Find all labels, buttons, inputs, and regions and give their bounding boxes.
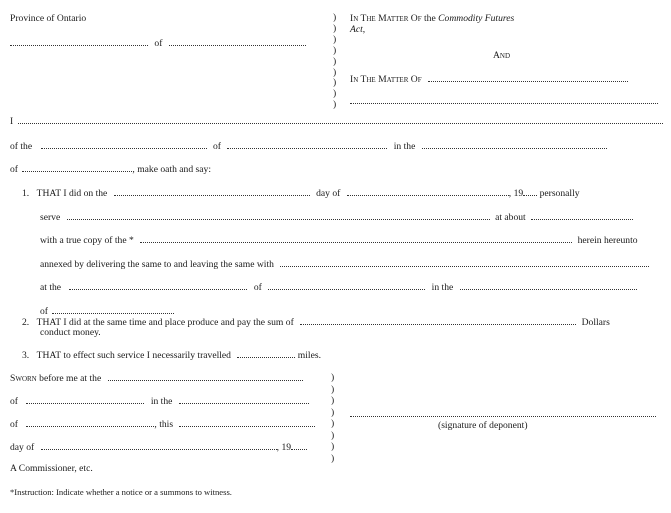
act-name: Commodity Futures	[438, 13, 515, 24]
clause-number: 3.	[22, 350, 30, 361]
jurat-year-field[interactable]	[291, 441, 307, 450]
deponent-municipality-type-field[interactable]	[41, 140, 207, 149]
header-bracket: ) ) ) ) ) ) ) ) )	[333, 12, 337, 111]
make-oath-text: , make oath and say:	[132, 164, 211, 175]
in-the-label: in the	[431, 282, 454, 293]
clause-1-line-3	[40, 234, 638, 247]
clause-3-line-1	[22, 349, 321, 362]
jurat-municipality-field[interactable]	[26, 395, 144, 404]
at-about-label: at about	[495, 212, 526, 223]
of-label: of	[253, 282, 262, 293]
jurat-line-2	[10, 395, 309, 408]
person-served-field[interactable]	[67, 211, 490, 220]
of-label: of	[10, 164, 18, 175]
service-municipality-field[interactable]	[268, 281, 425, 290]
jurat-line-4	[10, 441, 307, 454]
jurat-county-field[interactable]	[26, 418, 154, 427]
dollars-label: Dollars	[581, 317, 610, 328]
matter-2-line	[350, 73, 628, 86]
day-of-label: day of	[10, 442, 35, 453]
matter-2-prefix: In The Matter Of	[350, 74, 422, 85]
jurat-month-field[interactable]	[41, 441, 277, 450]
clause-1-line-1	[22, 187, 580, 200]
matter-1-line	[350, 13, 514, 25]
matter-1-prefix: In The Matter Of	[350, 13, 422, 24]
document-type-field[interactable]	[140, 234, 572, 243]
jurat-county-type-field[interactable]	[179, 395, 309, 404]
clause-number: 1.	[22, 188, 30, 199]
matter-2-blank-field[interactable]	[428, 73, 628, 82]
deponent-name-line	[10, 115, 663, 128]
day-of-label: day of	[316, 188, 341, 199]
clause-1-text: THAT I did on the	[36, 188, 108, 199]
miles-travelled-field[interactable]	[237, 349, 295, 358]
deponent-name-field[interactable]	[18, 115, 663, 124]
of-label: of	[10, 419, 18, 430]
deponent-oath-line	[10, 163, 211, 176]
commissioner-label: A Commissioner, etc.	[10, 463, 93, 474]
delivered-to-field[interactable]	[280, 258, 649, 267]
in-the-label: in the	[393, 141, 416, 152]
clause-1-line-2	[40, 211, 633, 224]
year-prefix: , 19	[276, 442, 292, 453]
this-label: , this	[154, 419, 174, 430]
service-month-field[interactable]	[347, 187, 509, 196]
act-comma: ,	[362, 24, 366, 35]
act-suffix: Act	[350, 24, 363, 35]
name-blank-field[interactable]	[10, 37, 148, 46]
serve-label: serve	[40, 212, 61, 223]
jurisdiction-label: Province of Ontario	[10, 13, 87, 24]
jurat-municipality-type-field[interactable]	[108, 372, 303, 381]
service-municipality-type-field[interactable]	[69, 281, 247, 290]
and-label: And	[493, 50, 511, 61]
sworn-label: Sworn	[10, 373, 37, 384]
of-label: of	[154, 38, 163, 49]
of-the-label: of the	[10, 141, 33, 152]
miles-label: miles.	[297, 350, 321, 361]
service-time-field[interactable]	[531, 211, 633, 220]
deponent-municipality-field[interactable]	[227, 140, 387, 149]
deponent-location-line	[10, 140, 607, 153]
instruction-footnote: *Instruction: Indicate whether a notice or a summons to witness.	[10, 487, 232, 497]
of-label: of	[40, 306, 48, 317]
jurat-day-field[interactable]	[179, 418, 315, 427]
of-label: of	[212, 141, 221, 152]
i-label: I	[10, 116, 14, 127]
jurat-bracket: ) ) ) ) ) ) ) )	[331, 372, 335, 464]
clause-number: 2.	[22, 317, 30, 328]
annexed-text: annexed by delivering the same to and leaving the same with	[40, 259, 274, 270]
signature-field[interactable]	[350, 408, 656, 417]
herein-hereunto-text: herein hereunto	[577, 235, 638, 246]
before-me-text: before me at the	[39, 373, 102, 384]
deponent-county-field[interactable]	[22, 163, 132, 172]
in-the-label: in the	[150, 396, 173, 407]
jurat-line-3	[10, 418, 315, 431]
service-year-field[interactable]	[523, 187, 537, 196]
at-the-label: at the	[40, 282, 62, 293]
locality-blank-field[interactable]	[169, 37, 306, 46]
conduct-money-amount-field[interactable]	[300, 316, 576, 325]
header-name-of-line	[10, 37, 306, 50]
clause-1-line-5	[40, 281, 637, 294]
jurat-line-1	[10, 372, 303, 385]
deponent-county-type-field[interactable]	[422, 140, 607, 149]
personally-text: personally	[539, 188, 580, 199]
service-county-type-field[interactable]	[460, 281, 637, 290]
clause-2-line-1	[22, 316, 610, 329]
matter-1-the: the	[424, 13, 436, 24]
clause-3-text: THAT to effect such service I necessarily travelled	[36, 350, 231, 361]
clause-2-line-2: conduct money.	[40, 327, 101, 338]
signature-caption: (signature of deponent)	[438, 420, 528, 431]
service-date-field[interactable]	[114, 187, 310, 196]
matter-1-line-2	[350, 24, 365, 36]
clause-1-line-4	[40, 258, 649, 271]
service-county-field[interactable]	[52, 305, 174, 314]
year-prefix: , 19	[508, 188, 524, 199]
matter-2-continued-blank-field[interactable]	[350, 95, 658, 104]
matter-2-line-2	[350, 95, 658, 108]
clause-2-text: THAT I did at the same time and place produce and pay the sum of	[36, 317, 294, 328]
true-copy-label: with a true copy of the *	[40, 235, 134, 246]
of-label: of	[10, 396, 18, 407]
